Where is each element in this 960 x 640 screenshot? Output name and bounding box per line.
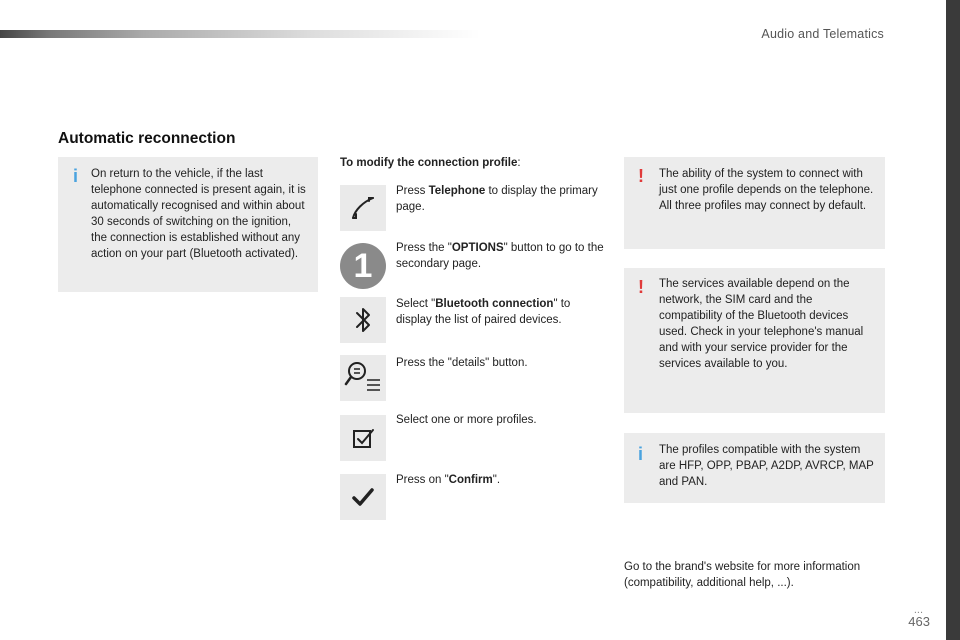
warning-box-text: The ability of the system to connect with just one profile depends on the telephone. All three profiles may connect by default. <box>659 168 874 212</box>
warning-box-profile <box>624 157 885 249</box>
section-title: Automatic reconnection <box>58 130 236 147</box>
step-one-badge: 1 <box>340 243 386 289</box>
info-icon: i <box>73 166 79 186</box>
warning-icon: ! <box>638 166 644 186</box>
info-box-text: The profiles compatible with the system are HFP, OPP, PBAP, A2DP, AVRCP, MAP and PAN. <box>659 444 874 488</box>
bluetooth-icon <box>348 303 378 337</box>
checkbox-icon <box>350 425 376 451</box>
step-confirm-text: Press on "Confirm". <box>396 474 501 486</box>
details-button[interactable] <box>340 355 386 401</box>
footer-note: Go to the brand's website for more information (compatibility, additional help, ...). <box>624 561 861 589</box>
info-box-reconnection <box>58 157 318 292</box>
warning-icon: ! <box>638 277 644 297</box>
telephone-button[interactable] <box>340 185 386 231</box>
info-box-profiles <box>624 433 885 503</box>
page-header-title: Audio and Telematics <box>761 27 884 41</box>
header-gradient-bar <box>0 30 480 38</box>
checkmark-icon <box>349 483 377 511</box>
page-dots: ... <box>913 604 923 616</box>
steps-heading: To modify the connection profile: <box>340 157 521 169</box>
info-box-text: On return to the vehicle, if the last telephone connected is present again, it is automatically recognised and within about 30 seconds of switching on the ignition, the connection is established without any action on your part (Bluetooth activated). <box>91 168 306 260</box>
page-number: 463 <box>908 614 930 629</box>
step-options-text: Press the "OPTIONS" button to go to the secondary page. <box>396 242 604 270</box>
bluetooth-connection-button[interactable] <box>340 297 386 343</box>
confirm-button[interactable] <box>340 474 386 520</box>
phone-handset-icon <box>348 193 378 223</box>
info-icon: i <box>638 444 644 464</box>
warning-box-services <box>624 268 885 413</box>
step-details-text: Press the "details" button. <box>396 357 528 369</box>
warning-box-text: The services available depend on the network, the SIM card and the compatibility of the Bluetooth devices used. Check in your telephone's manual and with your service provider for the services available to you. <box>659 278 864 370</box>
profile-checkbox[interactable] <box>340 415 386 461</box>
page-edge-strip <box>946 0 960 640</box>
details-magnifier-icon <box>343 358 383 398</box>
step-telephone-text: Press Telephone to display the primary page. <box>396 185 598 213</box>
step-profiles-text: Select one or more profiles. <box>396 414 537 426</box>
step-bluetooth-text: Select "Bluetooth connection" to display the list of paired devices. <box>396 298 571 326</box>
